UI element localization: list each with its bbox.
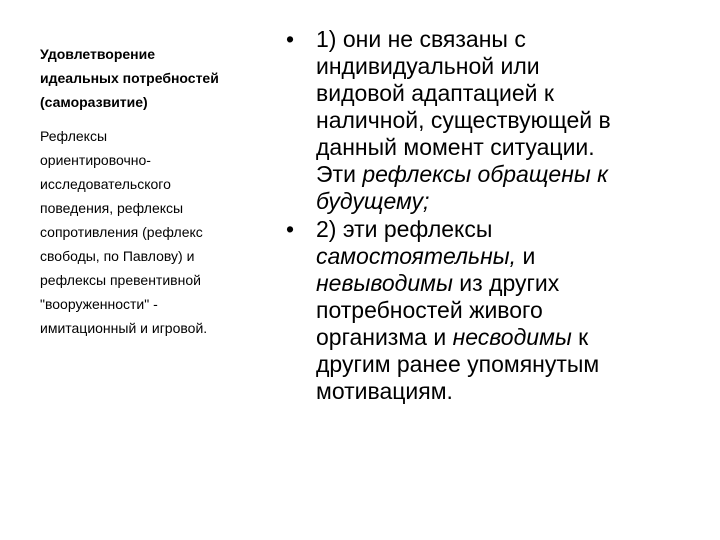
emphasized-text: самостоятельны, [316, 243, 517, 269]
bullet-line [316, 161, 704, 188]
left-heading-line: идеальных потребностей [40, 70, 219, 86]
text-segment: и [516, 243, 536, 269]
bullet-list [284, 26, 704, 405]
bullet-line [316, 243, 704, 270]
left-text-line: Рефлексы [40, 128, 108, 144]
bullet-line [316, 324, 704, 351]
text-segment: организма и [316, 324, 453, 350]
left-description [40, 124, 280, 340]
bullet-dot-icon: • [286, 216, 295, 242]
emphasized-text: несводимы [452, 324, 572, 350]
bullet-line [316, 378, 704, 405]
left-heading-line: Удовлетворение [40, 46, 156, 62]
text-segment: другим ранее упомянутым [316, 351, 600, 377]
text-segment: данный момент ситуации. [316, 134, 595, 160]
bullet-line [316, 297, 704, 324]
left-column [40, 42, 280, 340]
text-segment: Эти [316, 161, 363, 187]
left-text-line: сопротивления (рефлекс [40, 224, 203, 240]
emphasized-text: рефлексы обращены к [362, 161, 609, 187]
bullet-item [284, 26, 704, 215]
text-segment: индивидуальной или [316, 53, 540, 79]
bullet-line [316, 26, 704, 53]
bullet-line [316, 134, 704, 161]
text-segment: потребностей живого [316, 297, 543, 323]
text-segment: из других [452, 270, 560, 296]
text-segment: 2) эти рефлексы [316, 216, 493, 242]
bullet-line [316, 80, 704, 107]
left-text-line: "вооруженности" - [40, 296, 158, 312]
bullet-item [284, 216, 704, 405]
left-text-line: поведения, рефлексы [40, 200, 184, 216]
left-heading [40, 42, 280, 114]
bullet-line [316, 107, 704, 134]
text-segment: наличной, существующей в [316, 107, 611, 133]
text-segment: 1) они не связаны с [316, 26, 526, 52]
emphasized-text: невыводимы [316, 270, 453, 296]
text-segment: видовой адаптацией к [316, 80, 554, 106]
text-segment: мотивациям. [316, 378, 453, 404]
emphasized-text: будущему; [316, 188, 430, 214]
bullet-line [316, 188, 704, 215]
bullet-line [316, 351, 704, 378]
bullet-dot-icon: • [286, 26, 295, 52]
left-text-line: рефлексы превентивной [40, 272, 201, 288]
left-text-line: исследовательского [40, 176, 171, 192]
bullet-line [316, 270, 704, 297]
left-text-line: ориентировочно- [40, 152, 151, 168]
left-text-line: свободы, по Павлову) и [40, 248, 195, 264]
text-segment: к [571, 324, 589, 350]
left-text-line: имитационный и игровой. [40, 320, 208, 336]
left-heading-line: (саморазвитие) [40, 94, 148, 110]
bullet-line [316, 216, 704, 243]
bullet-line [316, 53, 704, 80]
